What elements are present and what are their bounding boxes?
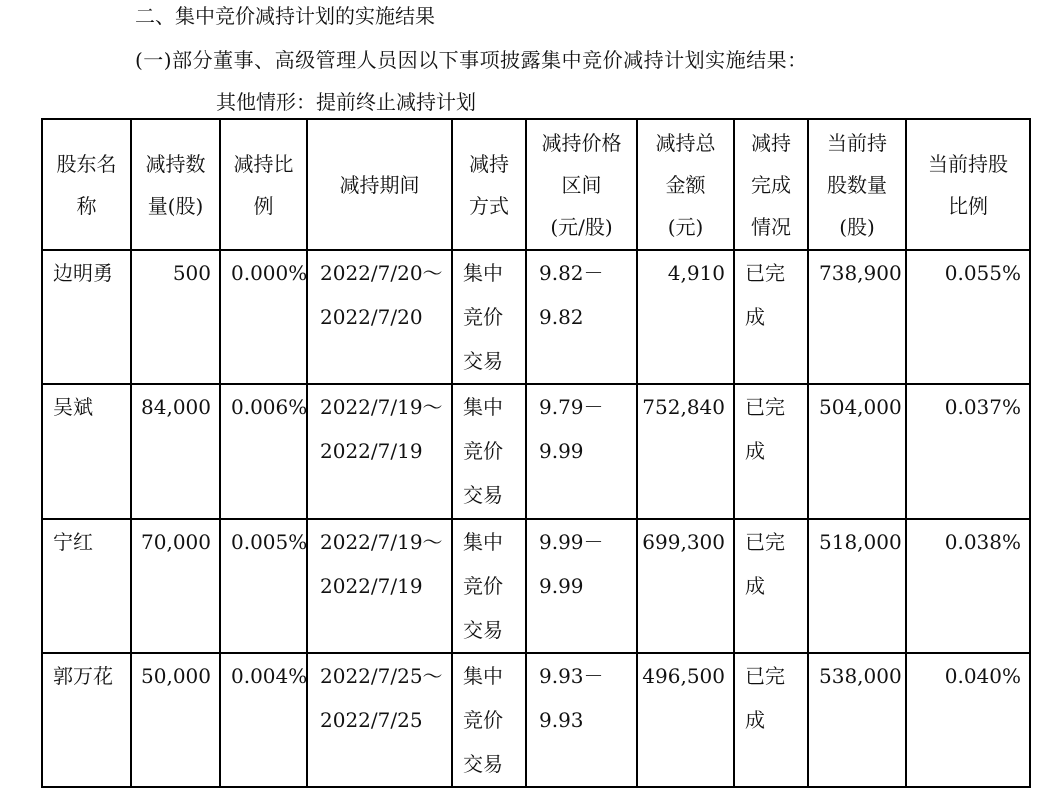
cell-holding: 504,000 bbox=[808, 384, 906, 519]
cell-amount: 496,500 bbox=[637, 653, 734, 787]
table-row bbox=[42, 519, 1030, 653]
header-reduction-ratio: 减持比 例 bbox=[220, 119, 307, 250]
cell-holding-ratio: 0.040% bbox=[906, 653, 1030, 787]
subsection-heading: (一)部分董事、高级管理人员因以下事项披露集中竞价减持计划实施结果： bbox=[135, 48, 808, 72]
cell-period: 2022/7/20～ 2022/7/20 bbox=[307, 250, 452, 384]
cell-amount: 699,300 bbox=[637, 519, 734, 653]
cell-name: 吴斌 bbox=[42, 384, 131, 519]
cell-price: 9.93－ 9.93 bbox=[526, 653, 637, 787]
cell-period: 2022/7/19～ 2022/7/19 bbox=[307, 384, 452, 519]
cell-holding: 518,000 bbox=[808, 519, 906, 653]
cell-ratio: 0.000% bbox=[220, 250, 307, 384]
cell-ratio: 0.004% bbox=[220, 653, 307, 787]
header-shares-reduced: 减持数 量(股) bbox=[131, 119, 220, 250]
cell-name: 郭万花 bbox=[42, 653, 131, 787]
cell-status: 已完 成 bbox=[734, 250, 808, 384]
cell-holding: 738,900 bbox=[808, 250, 906, 384]
cell-ratio: 0.005% bbox=[220, 519, 307, 653]
header-current-holding: 当前持 股数量 (股) bbox=[808, 119, 906, 250]
cell-method: 集中 竞价 交易 bbox=[452, 384, 526, 519]
cell-name: 边明勇 bbox=[42, 250, 131, 384]
section-heading: 二、集中竞价减持计划的实施结果 bbox=[135, 4, 435, 28]
header-method: 减持 方式 bbox=[452, 119, 526, 250]
header-current-ratio: 当前持股 比例 bbox=[906, 119, 1030, 250]
cell-method: 集中 竞价 交易 bbox=[452, 653, 526, 787]
cell-price: 9.99－ 9.99 bbox=[526, 519, 637, 653]
header-shareholder-name: 股东名 称 bbox=[42, 119, 131, 250]
table-row bbox=[42, 384, 1030, 519]
cell-status: 已完 成 bbox=[734, 653, 808, 787]
header-period: 减持期间 bbox=[307, 119, 452, 250]
cell-shares: 50,000 bbox=[131, 653, 220, 787]
header-price-range: 减持价格 区间 (元/股) bbox=[526, 119, 637, 250]
reason-line: 其他情形：提前终止减持计划 bbox=[216, 90, 476, 114]
table-row bbox=[42, 653, 1030, 787]
cell-price: 9.79－ 9.99 bbox=[526, 384, 637, 519]
cell-period: 2022/7/19～ 2022/7/19 bbox=[307, 519, 452, 653]
cell-holding-ratio: 0.055% bbox=[906, 250, 1030, 384]
cell-holding-ratio: 0.037% bbox=[906, 384, 1030, 519]
cell-period: 2022/7/25～ 2022/7/25 bbox=[307, 653, 452, 787]
cell-price: 9.82－ 9.82 bbox=[526, 250, 637, 384]
table-row bbox=[42, 250, 1030, 384]
cell-holding-ratio: 0.038% bbox=[906, 519, 1030, 653]
cell-amount: 4,910 bbox=[637, 250, 734, 384]
cell-shares: 70,000 bbox=[131, 519, 220, 653]
cell-status: 已完 成 bbox=[734, 519, 808, 653]
header-completion: 减持 完成 情况 bbox=[734, 119, 808, 250]
cell-status: 已完 成 bbox=[734, 384, 808, 519]
cell-method: 集中 竞价 交易 bbox=[452, 250, 526, 384]
cell-method: 集中 竞价 交易 bbox=[452, 519, 526, 653]
cell-amount: 752,840 bbox=[637, 384, 734, 519]
cell-shares: 84,000 bbox=[131, 384, 220, 519]
cell-shares: 500 bbox=[131, 250, 220, 384]
table-header-row bbox=[42, 119, 1030, 250]
cell-ratio: 0.006% bbox=[220, 384, 307, 519]
cell-name: 宁红 bbox=[42, 519, 131, 653]
cell-holding: 538,000 bbox=[808, 653, 906, 787]
header-total-amount: 减持总 金额 (元) bbox=[637, 119, 734, 250]
disposal-results-table bbox=[41, 118, 1031, 788]
